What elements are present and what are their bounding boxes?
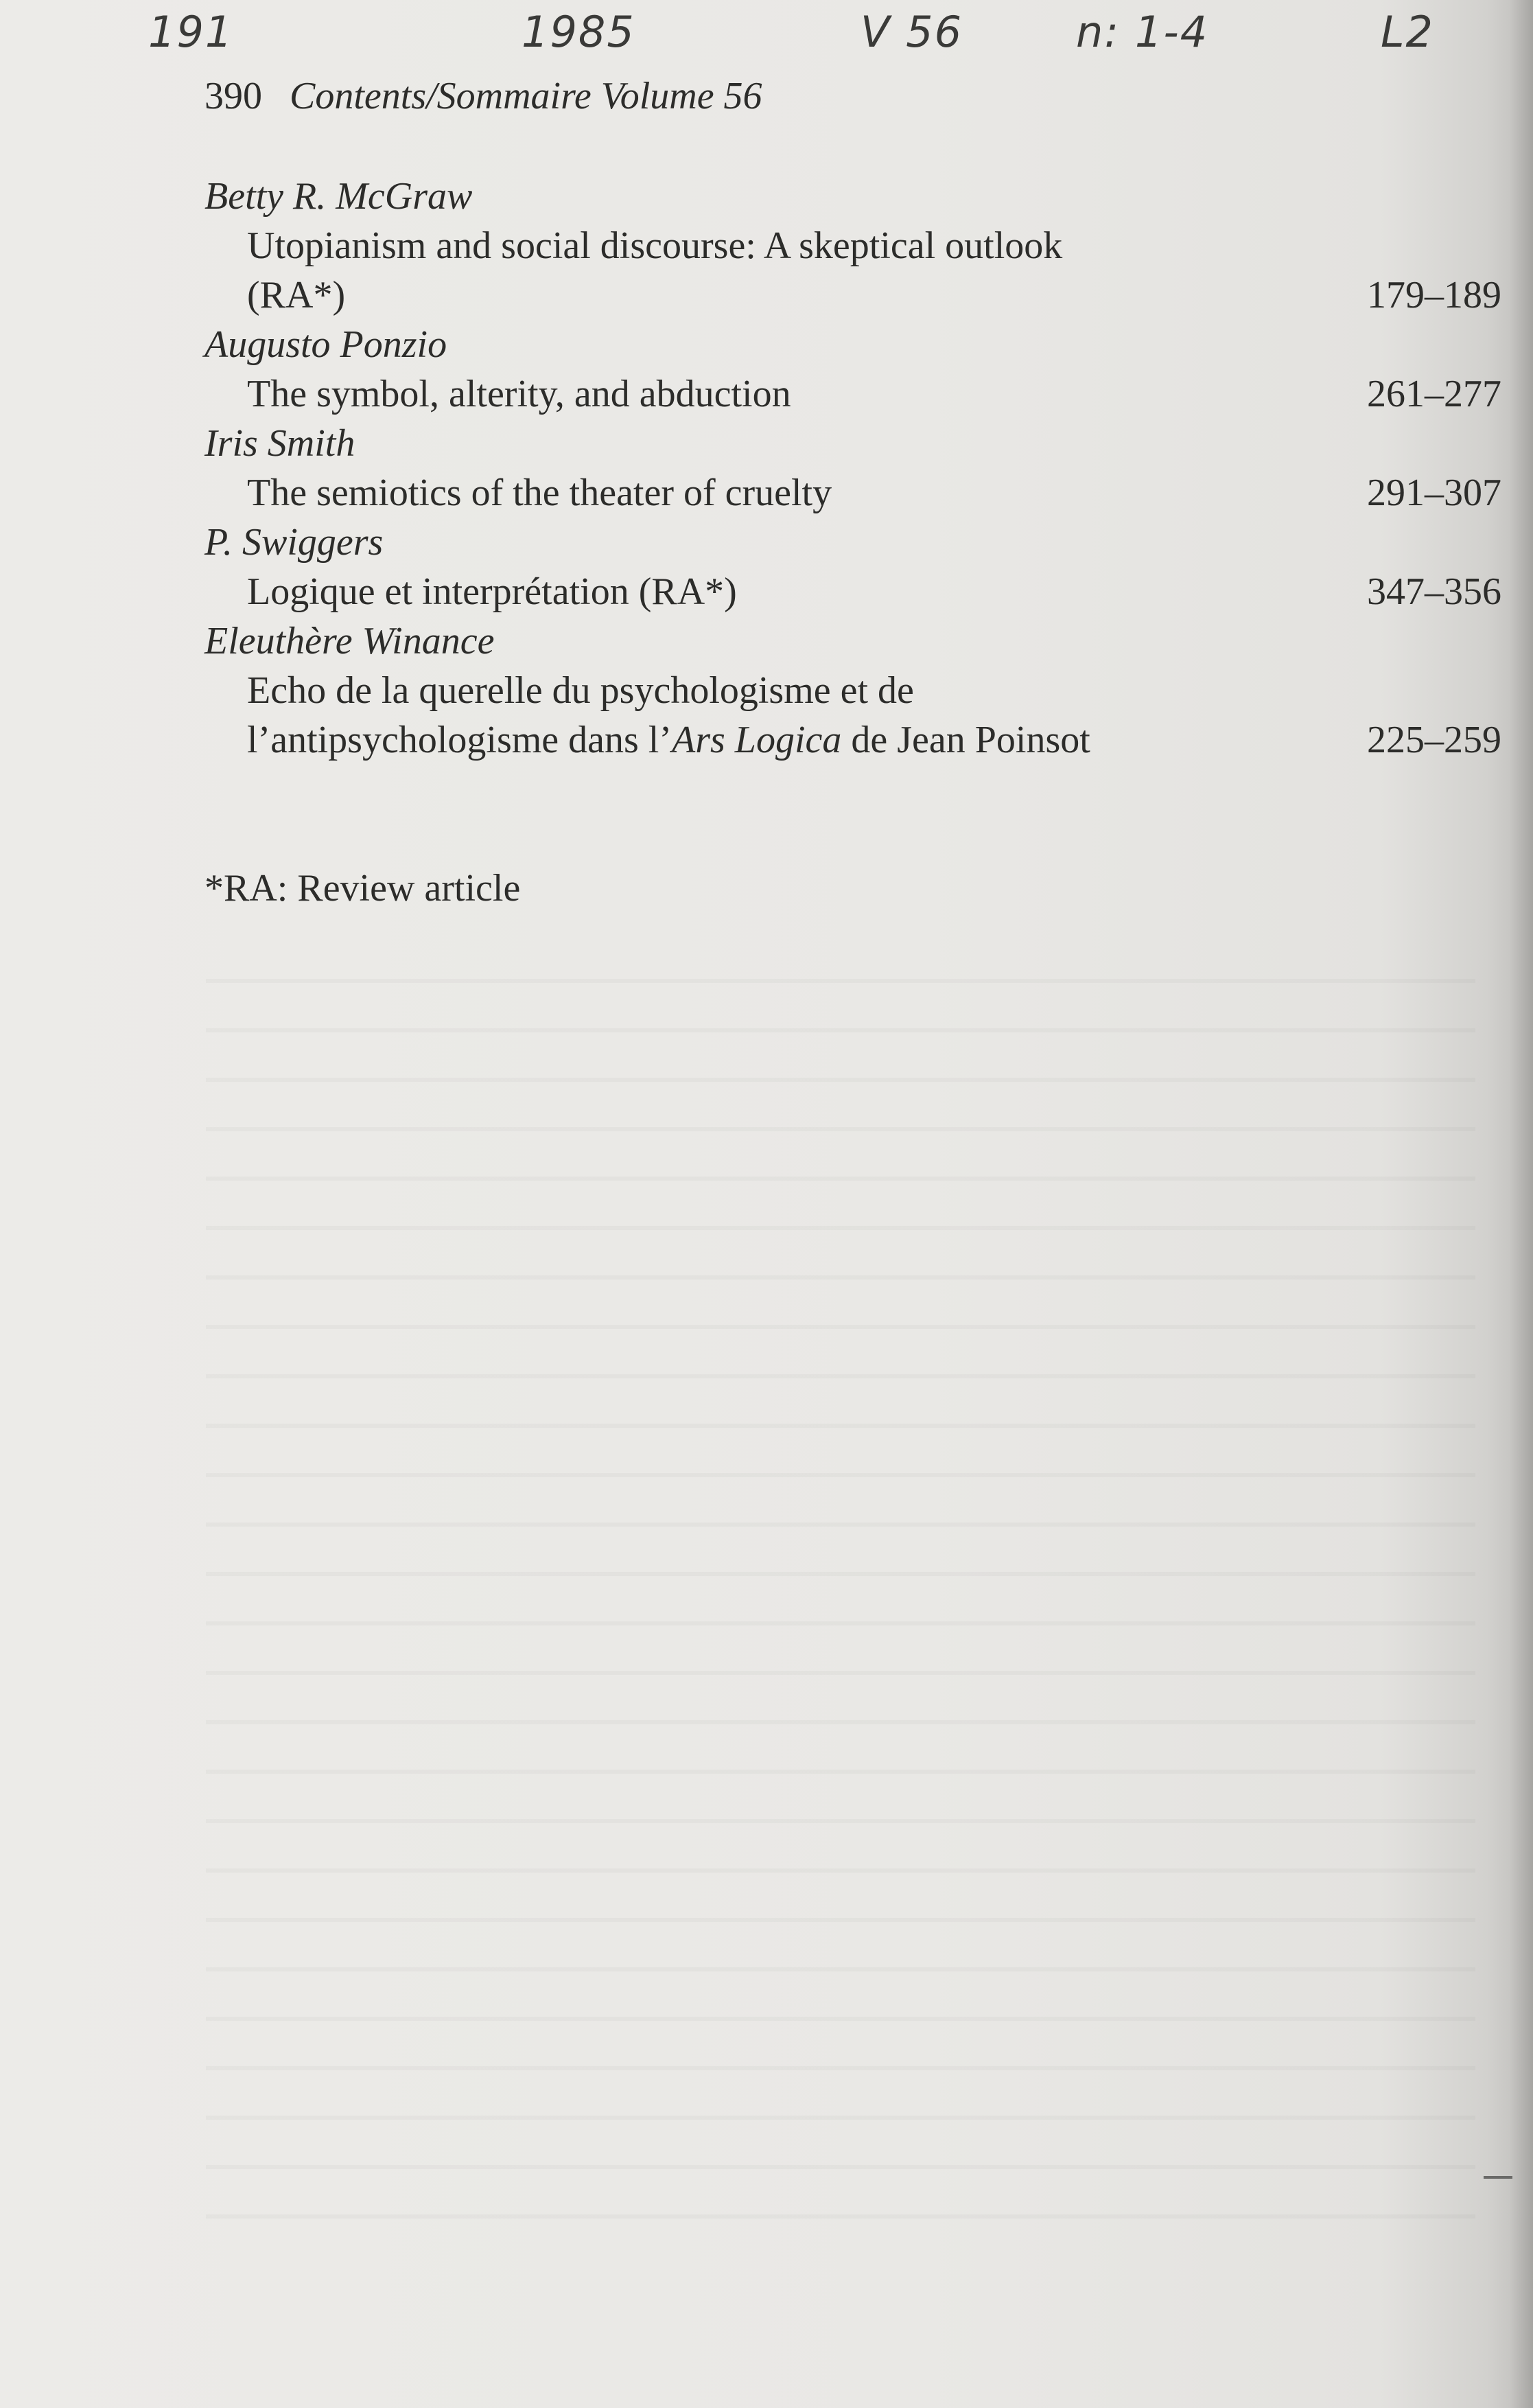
entry-pages: 225–259 [1367, 719, 1501, 761]
entry-author: P. Swiggers [204, 521, 384, 564]
entry-title: (RA*) [247, 274, 346, 316]
handwritten-note: 191 [148, 7, 234, 57]
running-head [204, 74, 762, 118]
entry-author: Betty R. McGraw [204, 175, 473, 218]
handwritten-note: n: 1-4 [1076, 7, 1209, 57]
entry-title-segment: l’antipsychologisme dans l’ [247, 719, 672, 761]
entry-author: Iris Smith [204, 422, 355, 465]
entry-title-italic: Ars Logica [672, 719, 842, 761]
spine-shadow [1510, 0, 1533, 2408]
entry-title-line [204, 270, 1501, 320]
entry-title-line [204, 369, 1501, 419]
contents-entry [204, 419, 1501, 518]
entry-title: Logique et interprétation (RA*) [247, 570, 737, 613]
entry-title-line [204, 666, 1501, 715]
show-through-text [206, 947, 1475, 2251]
running-head-title: Contents/Sommaire Volume 56 [290, 75, 762, 117]
entry-author: Augusto Ponzio [204, 323, 447, 366]
entry-title-line [204, 715, 1501, 765]
entry-pages: 179–189 [1367, 274, 1501, 316]
contents-entry [204, 616, 1501, 765]
entry-title-line [204, 468, 1501, 518]
page-number: 390 [204, 75, 262, 117]
handwritten-note: V 56 [861, 7, 963, 57]
entry-title [247, 715, 1090, 765]
entry-author: Eleuthère Winance [204, 620, 495, 662]
handwritten-note: L2 [1381, 7, 1434, 57]
edge-mark [1484, 2176, 1512, 2179]
entry-title: The semiotics of the theater of cruelty [247, 472, 832, 514]
handwritten-note: 1985 [522, 7, 635, 57]
contents-entry [204, 320, 1501, 419]
entry-title: Utopianism and social discourse: A skeptical outlook [247, 224, 1063, 267]
entry-title-line [204, 221, 1501, 270]
entry-title-line [204, 567, 1501, 616]
entry-title: Echo de la querelle du psychologisme et de [247, 669, 914, 712]
entry-title-segment: de Jean Poinsot [841, 719, 1090, 761]
contents-list [204, 172, 1501, 765]
entry-pages: 291–307 [1367, 472, 1501, 514]
entry-pages: 261–277 [1367, 373, 1501, 415]
entry-title: The symbol, alterity, and abduction [247, 373, 791, 415]
entry-pages: 347–356 [1367, 570, 1501, 613]
contents-entry [204, 172, 1501, 320]
footnote: *RA: Review article [204, 867, 521, 910]
contents-entry [204, 518, 1501, 616]
